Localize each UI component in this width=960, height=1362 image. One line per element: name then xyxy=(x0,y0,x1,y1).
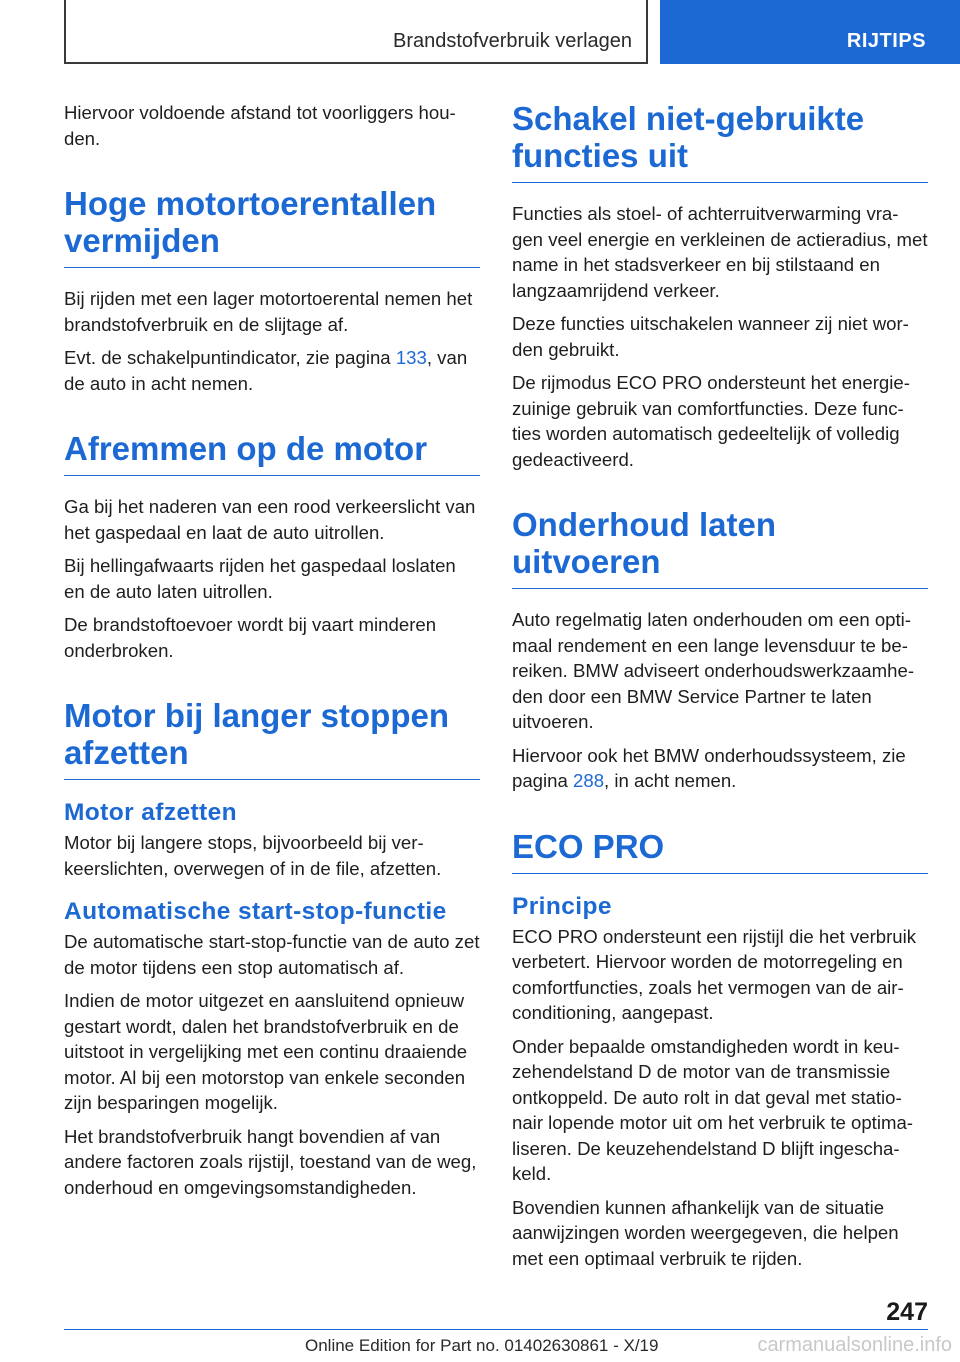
paragraph xyxy=(64,345,480,396)
intro-paragraph: Hiervoor voldoende afstand tot voorliggers hou-den. xyxy=(64,102,456,149)
text: Evt. de schakelpuntindicator, zie pagina xyxy=(64,347,396,368)
text: Hiervoor ook het BMW onderhoudssysteem, zie pagina xyxy=(512,744,906,791)
text: , in acht nemen. xyxy=(604,770,737,791)
footer-watermark: carmanualsonline.info xyxy=(757,1334,952,1356)
paragraph: Functies als stoel- of achterruitverwarming vra-gen veel energie en verkleinen de actieradius, met name in het stadsverkeer en bij stilstaand en langzaamrijdend verkeer. xyxy=(512,203,928,301)
heading-eco-pro: ECO PRO xyxy=(512,828,928,874)
paragraph: Bij rijden met een lager motortoerental nemen het brandstofverbruik en de slijtage af. xyxy=(64,288,473,335)
paragraph: De brandstoftoevoer wordt bij vaart minderen onderbroken. xyxy=(64,614,437,661)
paragraph: Deze functies uitschakelen wanneer zij niet wor-den gebruikt. xyxy=(512,313,909,360)
paragraph: De rijmodus ECO PRO ondersteunt het energie-zuinige gebruik van comfortfuncties. Deze func-ties worden automatisch gedeeltelijk of volledig gedeactiveerd. xyxy=(512,372,910,470)
footer-divider xyxy=(64,1329,928,1330)
heading-engine-braking: Afremmen op de motor xyxy=(64,430,480,476)
paragraph xyxy=(512,743,928,794)
section-tab[interactable] xyxy=(660,0,960,64)
paragraph: ECO PRO ondersteunt een rijstijl die het verbruik verbetert. Hiervoor worden de motorregeling en comfortfuncties, zoals het vermogen van de air-conditioning, aangepast. xyxy=(512,925,917,1023)
header-chapter-box xyxy=(64,0,648,64)
right-column xyxy=(512,100,928,1279)
footer-edition: Online Edition for Part no. 01402630861 - X/19 xyxy=(305,1336,659,1355)
paragraph: Auto regelmatig laten onderhouden om een opti-maal rendement en een lange levensduur te be-reiken. BMW adviseert onderhoudswerkzaamhe-den door een BMW Service Partner te laten uitvoeren. xyxy=(512,609,915,732)
paragraph: Ga bij het naderen van een rood verkeerslicht van het gaspedaal en laat de auto uitrollen. xyxy=(64,496,476,543)
left-column xyxy=(64,100,480,1208)
page-number: 247 xyxy=(886,1298,928,1326)
chapter-title: Brandstofverbruik verlagen xyxy=(392,30,632,52)
heading-engine-off: Motor bij langer stoppen afzetten xyxy=(64,697,480,780)
heading-high-rpm: Hoge motortoerentallen vermijden xyxy=(64,185,480,268)
subheading-start-stop: Automatische start-stop-functie xyxy=(64,898,447,925)
subheading-engine-off: Motor afzetten xyxy=(64,799,238,826)
subheading-principle: Principe xyxy=(512,892,612,920)
paragraph: Onder bepaalde omstandigheden wordt in keu-zehendelstand D de motor van de transmissie ontkoppeld. De auto rolt in dat geval met statio-nair lopende motor uit om het verbruik te optima-liseren. De keuzehendelstand D blijft ingescha-keld. xyxy=(512,1035,913,1184)
heading-unused-functions: Schakel niet-gebruikte functies uit xyxy=(512,100,928,183)
page-link-133[interactable]: 133 xyxy=(395,347,427,368)
page-link-288[interactable]: 288 xyxy=(573,770,605,791)
paragraph: De automatische start-stop-functie van de auto zet de motor tijdens een stop automatisch af. xyxy=(64,931,480,978)
text: , van de auto in acht nemen. xyxy=(64,347,468,394)
paragraph: Het brandstofverbruik hangt bovendien af van andere factoren zoals rijstijl, toestand van de weg, onderhoud en omgevingsomstandigheden. xyxy=(64,1125,477,1198)
paragraph: Bovendien kunnen afhankelijk van de situatie aanwijzingen worden weergegeven, die helpen met een optimaal verbruik te rijden. xyxy=(512,1196,899,1269)
section-tab-label: RIJTIPS xyxy=(846,30,926,52)
heading-maintenance: Onderhoud laten uitvoeren xyxy=(512,506,928,589)
paragraph: Motor bij langere stops, bijvoorbeeld bij ver-keerslichten, overwegen of in de file, afzetten. xyxy=(64,832,442,879)
paragraph: Bij hellingafwaarts rijden het gaspedaal loslaten en de auto laten uitrollen. xyxy=(64,555,456,602)
paragraph: Indien de motor uitgezet en aansluitend opnieuw gestart wordt, dalen het brandstofverbruik en de uitstoot in vergelijking met een continu draaiende motor. Al bij een motorstop van enkele seconden zijn besparingen mogelijk. xyxy=(64,990,468,1113)
